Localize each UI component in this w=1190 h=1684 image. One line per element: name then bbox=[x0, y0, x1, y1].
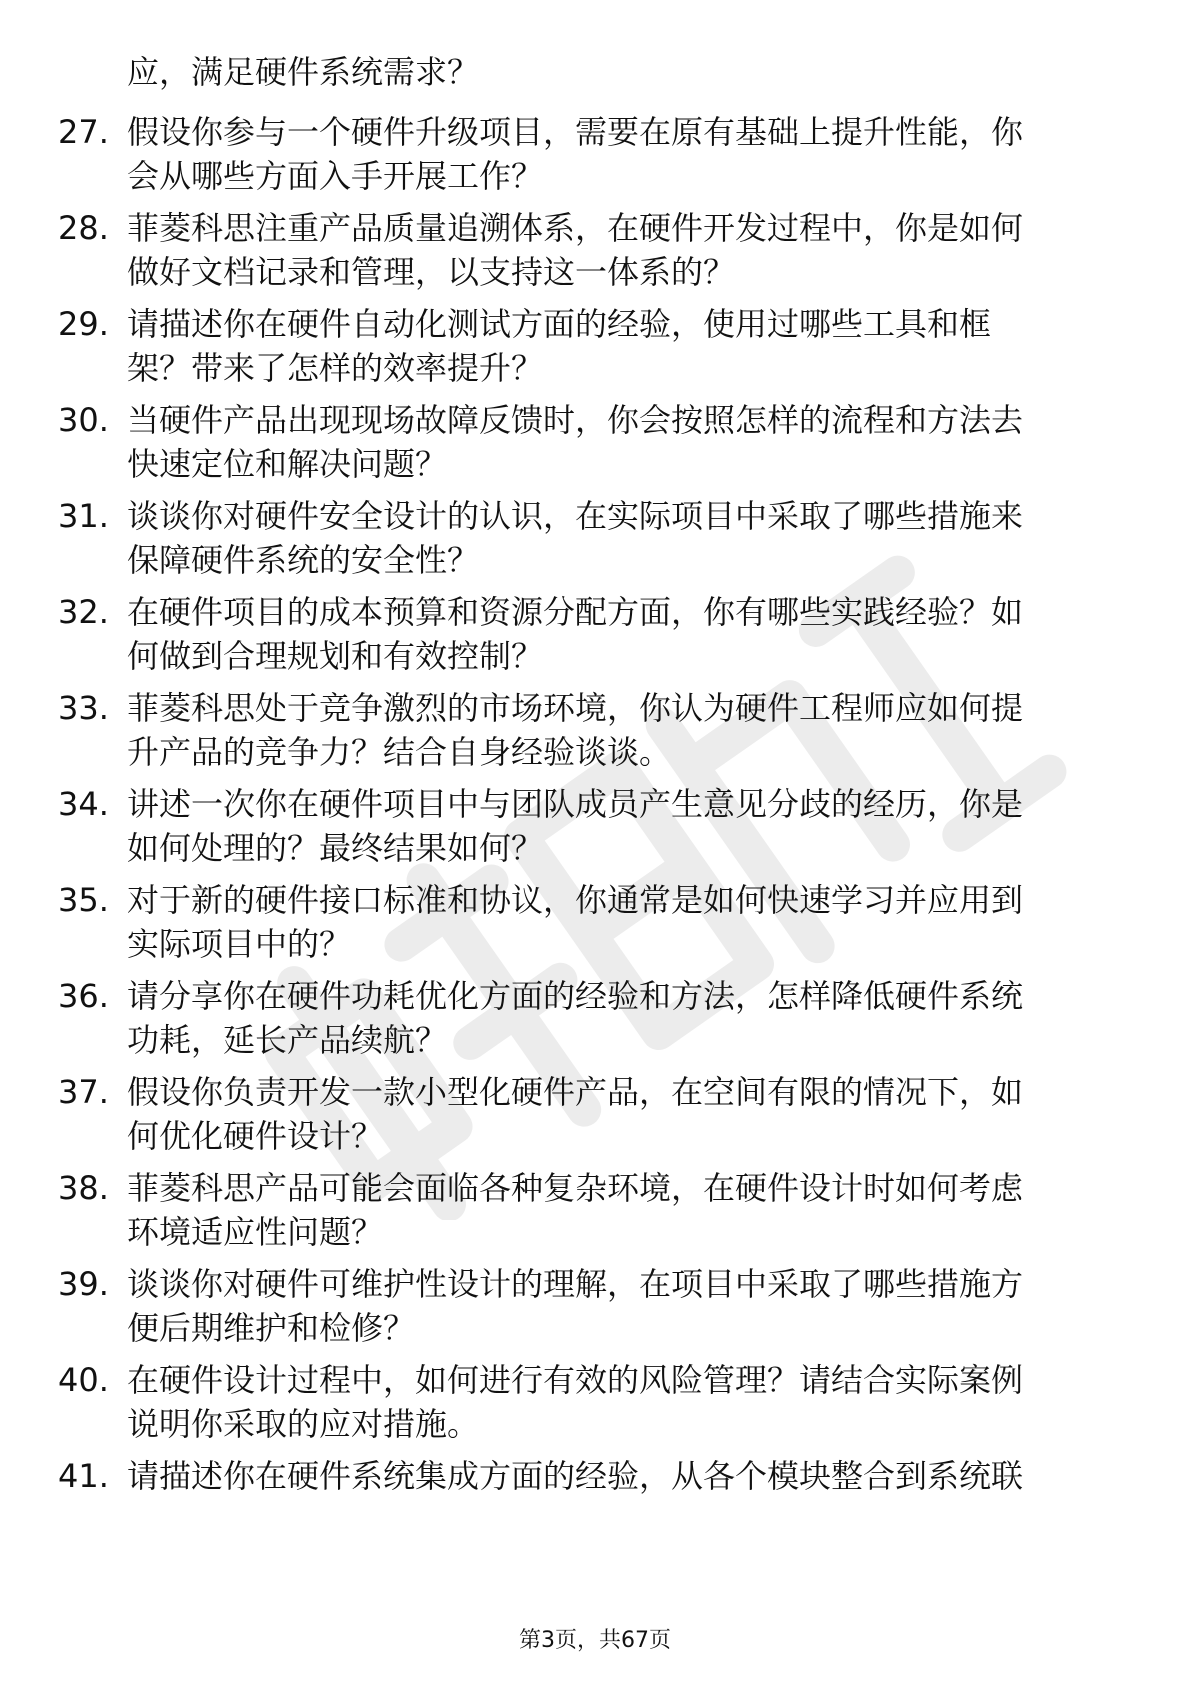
question-text bbox=[127, 398, 1107, 486]
question-line: 假设你负责开发一款小型化硬件产品，在空间有限的情况下，如 bbox=[127, 1073, 1024, 1111]
question-text bbox=[127, 590, 1107, 678]
question-text bbox=[127, 686, 1107, 774]
question-line: 对于新的硬件接口标准和协议，你通常是如何快速学习并应用到 bbox=[127, 881, 1024, 919]
question-number: 31. bbox=[58, 497, 109, 535]
question-line: 假设你参与一个硬件升级项目，需要在原有基础上提升性能，你 bbox=[127, 113, 1024, 151]
question-line: 环境适应性问题？ bbox=[127, 1213, 384, 1251]
question-text bbox=[127, 782, 1107, 870]
question-number: 39. bbox=[58, 1265, 109, 1303]
question-text bbox=[127, 302, 1107, 390]
question-line: 保障硬件系统的安全性？ bbox=[127, 541, 480, 579]
question-text bbox=[127, 1166, 1107, 1254]
question-line: 实际项目中的？ bbox=[127, 925, 352, 963]
question-number: 36. bbox=[58, 977, 109, 1015]
question-line: 说明你采取的应对措施。 bbox=[127, 1405, 480, 1443]
question-number: 38. bbox=[58, 1169, 109, 1207]
question-line: 菲菱科思注重产品质量追溯体系，在硬件开发过程中，你是如何 bbox=[127, 209, 1024, 247]
question-number: 32. bbox=[58, 593, 109, 631]
page-footer: 第3页，共67页 bbox=[519, 1628, 671, 1653]
question-text bbox=[127, 1070, 1107, 1158]
question-text bbox=[127, 110, 1107, 198]
question-line: 讲述一次你在硬件项目中与团队成员产生意见分歧的经历，你是 bbox=[127, 785, 1024, 823]
question-line: 何优化硬件设计？ bbox=[127, 1117, 384, 1155]
question-text bbox=[127, 1358, 1107, 1446]
question-line: 谈谈你对硬件安全设计的认识，在实际项目中采取了哪些措施来 bbox=[127, 497, 1024, 535]
question-line: 请描述你在硬件系统集成方面的经验，从各个模块整合到系统联 bbox=[127, 1457, 1024, 1495]
question-line: 当硬件产品出现现场故障反馈时，你会按照怎样的流程和方法去 bbox=[127, 401, 1024, 439]
question-line: 做好文档记录和管理，以支持这一体系的？ bbox=[127, 253, 736, 291]
question-number: 37. bbox=[58, 1073, 109, 1111]
question-line: 在硬件设计过程中，如何进行有效的风险管理？请结合实际案例 bbox=[127, 1361, 1024, 1399]
question-line: 便后期维护和检修？ bbox=[127, 1309, 416, 1347]
question-line: 会从哪些方面入手开展工作？ bbox=[127, 157, 544, 195]
question-line: 功耗，延长产品续航？ bbox=[127, 1021, 448, 1059]
question-number: 35. bbox=[58, 881, 109, 919]
question-line: 升产品的竞争力？结合自身经验谈谈。 bbox=[127, 733, 672, 771]
question-line: 请分享你在硬件功耗优化方面的经验和方法，怎样降低硬件系统 bbox=[127, 977, 1024, 1015]
question-number: 27. bbox=[58, 113, 109, 151]
question-line: 何做到合理规划和有效控制？ bbox=[127, 637, 544, 675]
question-line: 快速定位和解决问题？ bbox=[127, 445, 448, 483]
question-number: 28. bbox=[58, 209, 109, 247]
question-text bbox=[127, 206, 1107, 294]
question-text bbox=[127, 1262, 1107, 1350]
question-line: 菲菱科思产品可能会面临各种复杂环境，在硬件设计时如何考虑 bbox=[127, 1169, 1024, 1207]
question-number: 33. bbox=[58, 689, 109, 727]
question-text bbox=[127, 974, 1107, 1062]
question-line: 请描述你在硬件自动化测试方面的经验，使用过哪些工具和框 bbox=[127, 305, 992, 343]
question-number: 34. bbox=[58, 785, 109, 823]
question-number: 29. bbox=[58, 305, 109, 343]
question-line: 如何处理的？最终结果如何？ bbox=[127, 829, 544, 867]
question-line: 谈谈你对硬件可维护性设计的理解，在项目中采取了哪些措施方 bbox=[127, 1265, 1024, 1303]
question-number: 30. bbox=[58, 401, 109, 439]
question-line: 在硬件项目的成本预算和资源分配方面，你有哪些实践经验？如 bbox=[127, 593, 1024, 631]
question-number: 40. bbox=[58, 1361, 109, 1399]
question-text bbox=[127, 494, 1107, 582]
question-line: 菲菱科思处于竞争激烈的市场环境，你认为硬件工程师应如何提 bbox=[127, 689, 1024, 727]
continued-question-text: 应，满足硬件系统需求？ bbox=[127, 53, 480, 91]
question-line: 架？带来了怎样的效率提升？ bbox=[127, 349, 544, 387]
question-text bbox=[127, 1454, 1107, 1498]
question-number: 41. bbox=[58, 1457, 109, 1495]
question-text bbox=[127, 878, 1107, 966]
